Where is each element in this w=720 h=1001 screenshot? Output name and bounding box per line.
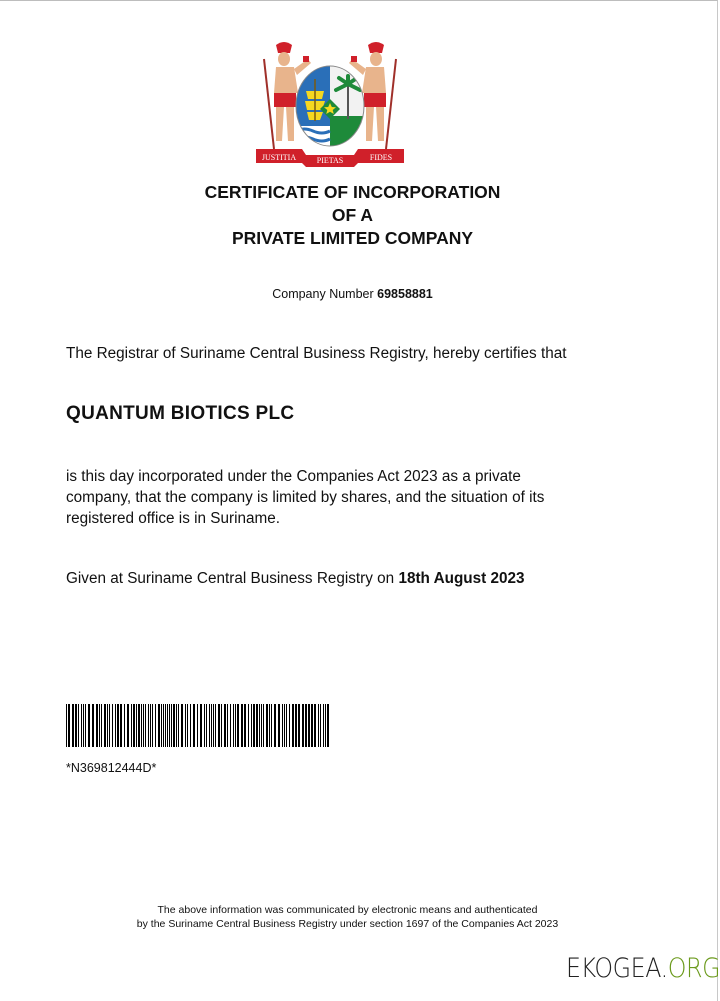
barcode-bar [138, 704, 140, 747]
barcode-bar [311, 704, 313, 747]
barcode-bar [81, 704, 82, 747]
barcode-bar [305, 704, 307, 747]
barcode-bar [187, 704, 188, 747]
incorporation-line-3: registered office is in Suriname. [66, 510, 280, 527]
barcode-bar [263, 704, 264, 747]
certificate-title [0, 181, 705, 250]
watermark-logo [566, 953, 720, 984]
barcode-bar [85, 704, 86, 747]
certify-text: The Registrar of Suriname Central Business Registry, hereby certifies that [66, 345, 567, 362]
company-number-label: Company Number [272, 287, 374, 301]
barcode-bar [136, 704, 137, 747]
svg-text:JUSTITIA: JUSTITIA [261, 153, 297, 162]
footer-line-1: The above information was communicated by electronic means and authenticated [157, 904, 538, 916]
barcode-bar [244, 704, 246, 747]
barcode-bar [107, 704, 108, 747]
barcode [66, 704, 330, 747]
barcode-bar [261, 704, 262, 747]
barcode-bar [66, 704, 67, 747]
motto-ribbon [256, 149, 404, 167]
barcode-bar [282, 704, 283, 747]
barcode-bar [221, 704, 222, 747]
barcode-bar [289, 704, 290, 747]
barcode-bar [178, 704, 179, 747]
barcode-bar [143, 704, 144, 747]
company-name: QUANTUM BIOTICS PLC [66, 403, 295, 424]
barcode-bar [185, 704, 186, 747]
barcode-bar [308, 704, 310, 747]
barcode-bar [124, 704, 125, 747]
barcode-bar [78, 704, 79, 747]
incorporation-text [66, 466, 544, 529]
barcode-bar [298, 704, 300, 747]
barcode-bar [200, 704, 202, 747]
given-at-label: Given at Suriname Central Business Registry on [66, 570, 395, 587]
barcode-bar [302, 704, 304, 747]
barcode-bar [233, 704, 234, 747]
barcode-bar [197, 704, 198, 747]
barcode-bar [206, 704, 207, 747]
barcode-bar [133, 704, 135, 747]
barcode-bar [295, 704, 297, 747]
incorporation-line-2: company, that the company is limited by shares, and the situation of its [66, 489, 545, 506]
coat-of-arms-emblem [252, 39, 408, 169]
barcode-bar [251, 704, 252, 747]
barcode-bar [148, 704, 149, 747]
barcode-bar [99, 704, 100, 747]
barcode-bar [83, 704, 84, 747]
barcode-bar [173, 704, 175, 747]
barcode-bar [327, 704, 329, 747]
barcode-bar [127, 704, 129, 747]
barcode-bar [211, 704, 212, 747]
barcode-bar [141, 704, 142, 747]
barcode-bar [152, 704, 153, 747]
barcode-bar [284, 704, 285, 747]
barcode-bar [269, 704, 270, 747]
title-line-2: OF A [331, 205, 374, 225]
barcode-bar [215, 704, 216, 747]
barcode-bar [167, 704, 168, 747]
footer-note [0, 904, 695, 931]
barcode-bar [193, 704, 195, 747]
barcode-bar [259, 704, 260, 747]
title-line-3: PRIVATE LIMITED COMPANY [231, 228, 474, 248]
barcode-bar [158, 704, 160, 747]
barcode-bar [104, 704, 106, 747]
barcode-bar [227, 704, 228, 747]
watermark-text-org: ORG [667, 953, 720, 984]
barcode-bar [176, 704, 177, 747]
barcode-bar [320, 704, 321, 747]
barcode-bar [292, 704, 294, 747]
barcode-bar [72, 704, 74, 747]
barcode-bar [169, 704, 170, 747]
barcode-bar [115, 704, 116, 747]
barcode-bar [96, 704, 98, 747]
barcode-bar [101, 704, 102, 747]
barcode-bar [248, 704, 249, 747]
shield [296, 66, 364, 146]
company-number-value: 69858881 [377, 287, 433, 301]
barcode-bar [209, 704, 210, 747]
barcode-bar [190, 704, 191, 747]
barcode-bar [235, 704, 236, 747]
svg-text:PIETAS: PIETAS [316, 156, 344, 165]
svg-text:FIDES: FIDES [369, 153, 393, 162]
barcode-bar [75, 704, 77, 747]
barcode-bar [155, 704, 156, 747]
barcode-bar [323, 704, 324, 747]
barcode-bar [68, 704, 70, 747]
barcode-bar [314, 704, 316, 747]
barcode-bar [241, 704, 243, 747]
barcode-bar [278, 704, 280, 747]
barcode-bar [165, 704, 166, 747]
barcode-bar [253, 704, 255, 747]
barcode-bar [218, 704, 220, 747]
barcode-bar [131, 704, 132, 747]
barcode-bar [150, 704, 151, 747]
barcode-bar [237, 704, 239, 747]
company-number [0, 287, 705, 301]
barcode-bar [213, 704, 214, 747]
barcode-bar [271, 704, 272, 747]
barcode-bar [163, 704, 164, 747]
watermark-text: EKOGEA. [566, 953, 668, 984]
barcode-bar [112, 704, 113, 747]
barcode-bar [256, 704, 258, 747]
given-at-text [66, 568, 525, 589]
title-line-1: CERTIFICATE OF INCORPORATION [204, 182, 501, 202]
barcode-bar [266, 704, 268, 747]
barcode-bar [181, 704, 183, 747]
barcode-bar [92, 704, 94, 747]
barcode-bar [286, 704, 287, 747]
incorporation-line-1: is this day incorporated under the Companies Act 2023 as a private [66, 468, 521, 485]
barcode-bar [117, 704, 119, 747]
barcode-bar [145, 704, 146, 747]
barcode-bar [120, 704, 122, 747]
barcode-bar [325, 704, 326, 747]
barcode-bar [274, 704, 276, 747]
barcode-bar [224, 704, 226, 747]
barcode-bar [109, 704, 110, 747]
barcode-bar [204, 704, 205, 747]
incorporation-date: 18th August 2023 [398, 570, 525, 587]
barcode-bar [318, 704, 319, 747]
barcode-bar [161, 704, 162, 747]
barcode-bar [171, 704, 172, 747]
barcode-bar [230, 704, 231, 747]
footer-line-2: by the Suriname Central Business Registry under section 1697 of the Companies Act 2023 [136, 917, 559, 930]
barcode-value: *N369812444D* [66, 761, 157, 775]
barcode-bar [88, 704, 90, 747]
